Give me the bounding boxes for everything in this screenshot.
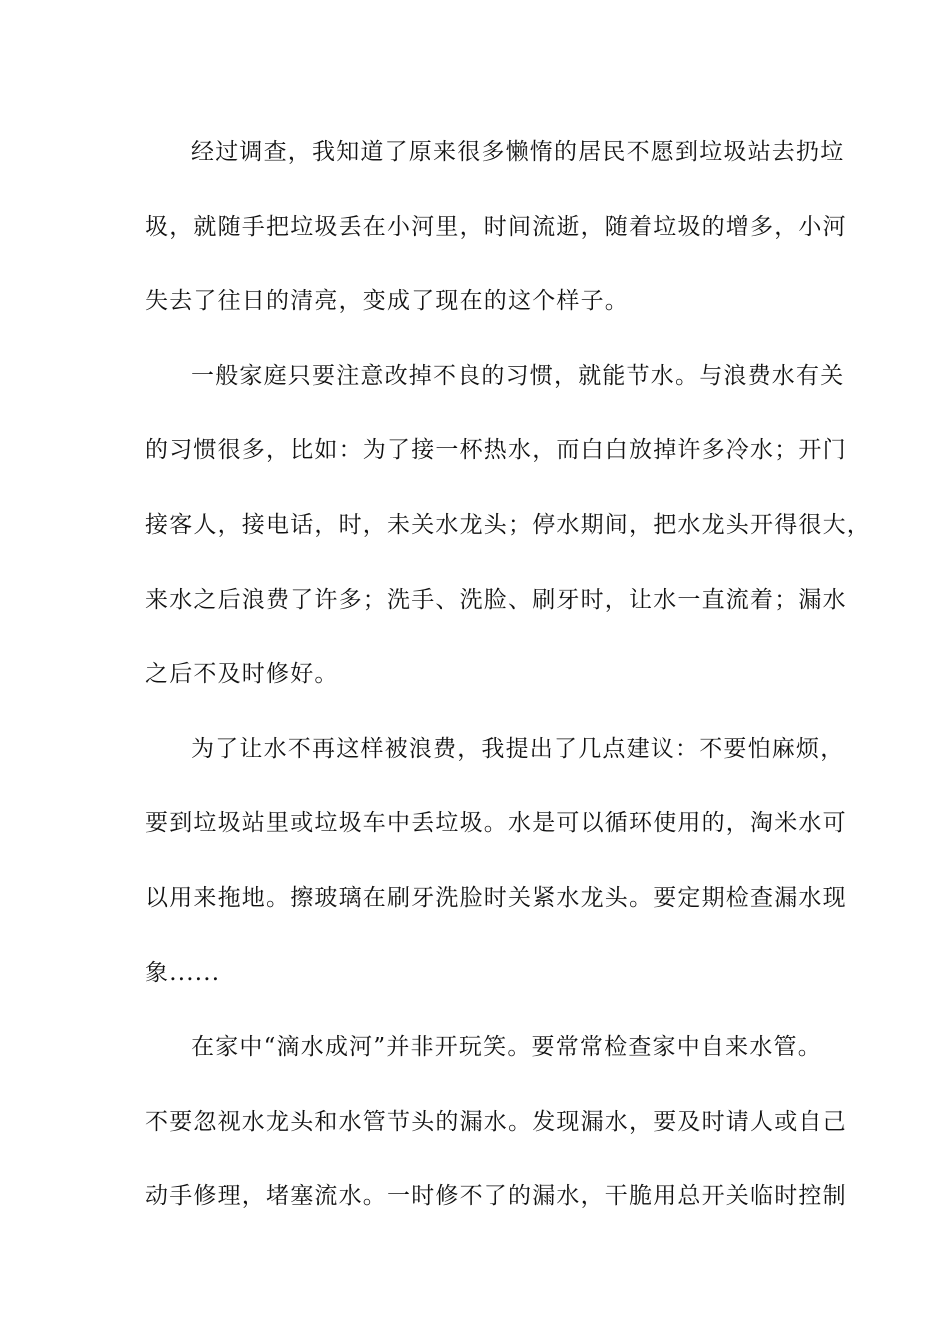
paragraph-4-line-2: 不要忽视水龙头和水管节头的漏水。发现漏水，要及时请人或自己 [145, 1109, 847, 1135]
paragraph-2-line-4: 来水之后浪费了许多；洗手、洗脸、刷牙时，让水一直流着；漏水 [145, 587, 847, 613]
paragraph-4-line-3: 动手修理，堵塞流水。一时修不了的漏水，干脆用总开关临时控制 [145, 1183, 847, 1209]
paragraph-3-line-3: 以用来拖地。擦玻璃在刷牙洗脸时关紧水龙头。要定期检查漏水现 [145, 885, 847, 911]
paragraph-2-line-1: 一般家庭只要注意改掉不良的习惯，就能节水。与浪费水有关 [191, 363, 845, 389]
paragraph-2-line-5: 之后不及时修好。 [145, 661, 339, 687]
paragraph-3-line-1: 为了让水不再这样被浪费，我提出了几点建议：不要怕麻烦， [191, 736, 845, 762]
paragraph-2-line-2: 的习惯很多，比如：为了接一杯热水，而白白放掉许多冷水；开门 [145, 437, 847, 463]
paragraph-3-line-4: 象...... [145, 960, 221, 986]
paragraph-3-line-2: 要到垃圾站里或垃圾车中丢垃圾。水是可以循环使用的，淘米水可 [145, 810, 847, 836]
paragraph-2-line-3: 接客人，接电话，时，未关水龙头；停水期间，把水龙头开得很大， [145, 512, 871, 538]
paragraph-1-line-3: 失去了往日的清亮，变成了现在的这个样子。 [145, 288, 629, 314]
paragraph-1-line-1: 经过调查，我知道了原来很多懒惰的居民不愿到垃圾站去扔垃 [191, 139, 845, 165]
paragraph-4-line-1: 在家中“滴水成河”并非开玩笑。要常常检查家中自来水管。 [191, 1034, 822, 1060]
paragraph-1-line-2: 圾，就随手把垃圾丢在小河里，时间流逝，随着垃圾的增多，小河 [145, 214, 847, 240]
